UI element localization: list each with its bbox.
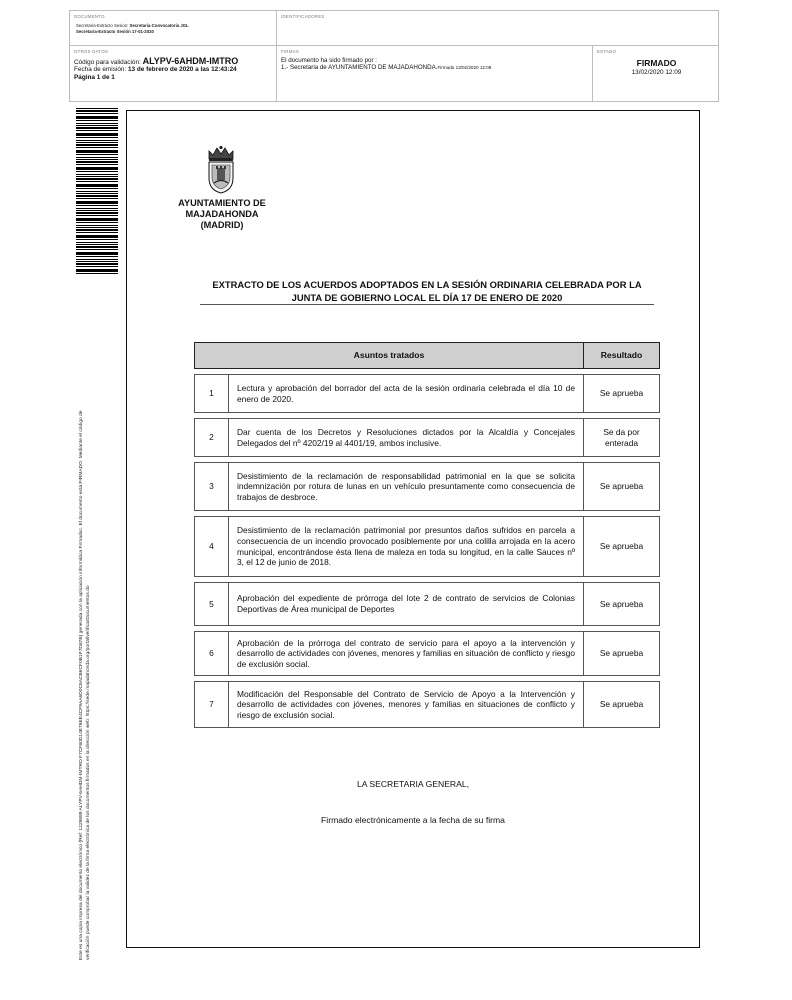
page-count: Página 1 de 1 — [74, 73, 115, 81]
agenda-table — [194, 342, 660, 728]
row-number: 5 — [195, 583, 229, 626]
header-row-top — [70, 11, 718, 46]
status-date: 13/02/2020 12:09 — [631, 69, 682, 76]
codigo-label: Código para validación: — [74, 59, 143, 66]
row-description: Lectura y aprobación del borrador del acta de la sesión ordinaria celebrada el día 10 de enero de 2020. — [229, 375, 584, 413]
title-underline — [200, 304, 654, 305]
row-description: Dar cuenta de los Decretos y Resoluciones dictados por la Alcaldía y Concejales Delegados del nº 4202/19 al 4401/19, ambos inclusive. — [229, 419, 584, 457]
table-row — [195, 419, 660, 457]
documento-lines — [76, 23, 189, 35]
verification-line2: verificación puede comprobar la validez de la firma electrónica de los documentos firmados en la dirección web: https://sede.majadahonda.org/portal/verificarDocumentos.do — [86, 585, 91, 960]
organization-name — [170, 198, 274, 231]
row-result: Se da por enterada — [584, 419, 660, 457]
otros-datos-label: OTROS DATOS — [74, 49, 109, 54]
verification-line1: Este es una copia impresa del documento electrónico (Ref: 1229899 ALYPV-6AHDM-IMTRO F7CF80D14E76EE4CF9AA6D0C6ACB6CF0B1F7D87B) generada con la aplicación informática Firmadoc. El documento está FIRMADO. Mediante el código de — [79, 410, 84, 960]
document-title-line1: EXTRACTO DE LOS ACUERDOS ADOPTADOS EN LA SESIÓN ORDINARIA CELEBRADA POR LA — [212, 279, 642, 290]
estado-cell — [592, 46, 720, 102]
firmas-line2: 1.- Secretaria de AYUNTAMIENTO DE MAJADAHONDA. — [281, 64, 438, 72]
documento-cell — [70, 11, 276, 45]
validation-info — [74, 58, 238, 81]
documento-line1-prefix: Secretaria-Extracto Sesion: — [76, 23, 130, 28]
row-number: 7 — [195, 682, 229, 728]
row-result: Se aprueba — [584, 517, 660, 577]
row-description: Desistimiento de la reclamación de responsabilidad patrimonial en la que se solicita indemnización por rotura de lunas en un vehículo presuntamente como consecuencia de trabajos de desbroce. — [229, 463, 584, 511]
row-description: Aprobación de la prórroga del contrato de servicio para el apoyo a la intervención y desarrollo de actividades con jóvenes, menores y familias en situación de conflicto y riesgo de exclusión social. — [229, 632, 584, 676]
row-description: Desistimiento de la reclamación patrimonial por presuntos daños sufridos en parcela a consecuencia de un incendio provocado posiblemente por una colilla arrojada en la acero municipal, encontrándose ésta llena de maleza en toda su longitud, en la calle Sauces nº 3, el 12 de junio de 2018. — [229, 517, 584, 577]
header-row-bottom — [70, 46, 718, 102]
row-number: 3 — [195, 463, 229, 511]
row-description: Aprobación del expediente de prórroga del lote 2 de contrato de servicios de Colonias Deportivas de Área municipal de Deportes — [229, 583, 584, 626]
table-row — [195, 632, 660, 676]
otros-datos-cell — [70, 46, 276, 102]
barcode — [76, 108, 118, 276]
documento-line2: Secretaria-Extracto Sesión 17-01-2020 — [76, 29, 154, 34]
firmas-label: FIRMAS — [281, 49, 300, 54]
table-body — [195, 369, 660, 728]
row-number: 2 — [195, 419, 229, 457]
row-number: 1 — [195, 375, 229, 413]
documento-line1-bold: Secretaria-Convocatoria JGL — [129, 23, 189, 28]
verification-vertical-text — [78, 300, 92, 960]
organization-line3: (MADRID) — [200, 220, 244, 230]
organization-line1: AYUNTAMIENTO DE — [178, 198, 266, 208]
table-row — [195, 583, 660, 626]
signature-role: LA SECRETARIA GENERAL, — [356, 779, 470, 789]
status-badge: FIRMADO — [636, 58, 677, 68]
firmas-cell — [276, 46, 592, 102]
row-result: Se aprueba — [584, 583, 660, 626]
table-row — [195, 463, 660, 511]
table-row — [195, 682, 660, 728]
firmas-info — [281, 57, 491, 71]
firmas-line2-date: Firmado 13/02/2020 12:09 — [437, 65, 492, 71]
table-header-row — [195, 343, 660, 369]
estado-label: ESTADO — [597, 49, 617, 54]
header-resultado: Resultado — [584, 343, 660, 369]
validation-code[interactable]: ALYPV-6AHDM-IMTRO — [142, 56, 239, 66]
firmas-line1: El documento ha sido firmado por : — [281, 57, 377, 64]
row-result: Se aprueba — [584, 632, 660, 676]
documento-label: DOCUMENTO — [74, 14, 105, 19]
row-result: Se aprueba — [584, 375, 660, 413]
fecha-value: 13 de febrero de 2020 a las 12:43:24 — [128, 66, 237, 74]
fecha-label: Fecha de emisión: — [74, 66, 128, 74]
table-row — [195, 375, 660, 413]
document-header — [69, 10, 719, 102]
document-title — [200, 278, 654, 304]
row-result: Se aprueba — [584, 682, 660, 728]
signature-note: Firmado electrónicamente a la fecha de su firma — [321, 815, 505, 825]
row-number: 6 — [195, 632, 229, 676]
header-asuntos: Asuntos tratados — [195, 343, 584, 369]
identificadores-label: IDENTIFICADORES — [281, 14, 325, 19]
table-row — [195, 517, 660, 577]
row-number: 4 — [195, 517, 229, 577]
row-result: Se aprueba — [584, 463, 660, 511]
organization-line2: MAJADAHONDA — [185, 209, 259, 219]
row-description: Modificación del Responsable del Contrato de Servicio de Apoyo a la Intervención y desarrollo de actividades con jóvenes, menores y familias en situaciones de conflicto y riesgo de exclusión social. — [229, 682, 584, 728]
coat-of-arms-icon — [205, 145, 237, 195]
document-title-line2: JUNTA DE GOBIERNO LOCAL EL DÍA 17 DE ENERO DE 2020 — [291, 292, 563, 303]
identificadores-cell — [276, 11, 720, 45]
